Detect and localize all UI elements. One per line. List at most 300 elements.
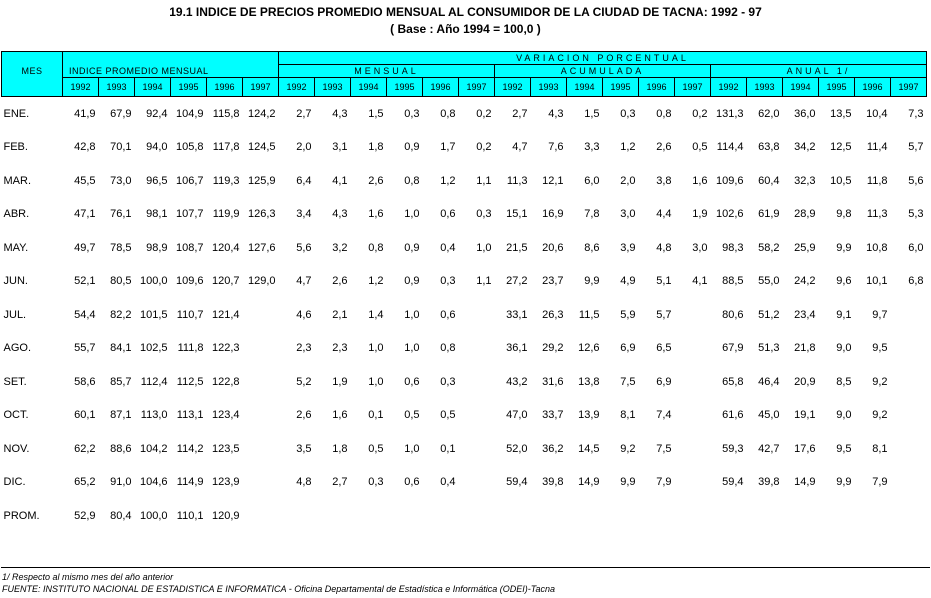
indice-cell: 113,0 [140,409,168,422]
acumulada-cell: 0,2 [692,107,708,120]
anual-cell: 11,3 [866,208,888,221]
mensual-cell: 1,0 [368,375,384,388]
anual-cell: 9,1 [836,308,852,321]
anual-cell: 109,6 [715,174,744,187]
indice-cell: 124,2 [247,107,276,120]
month-cell: JUN. [3,275,28,288]
acumulada-cell: 2,6 [656,141,672,154]
table-body [2,97,927,533]
empty-header-cell [2,78,63,97]
table-row [2,365,927,399]
indice-cell: 122,3 [211,342,240,355]
acumulada-cell [675,499,711,533]
anual-cell [891,298,927,332]
table-row [2,131,927,165]
mensual-cell: 0,9 [404,275,420,288]
mensual-cell: 1,1 [476,275,492,288]
mensual-cell: 1,6 [368,208,384,221]
mensual-cell: 0,3 [440,275,456,288]
anual-cell [891,332,927,366]
indice-cell [243,499,279,533]
mensual-cell: 0,4 [440,476,456,489]
anual-cell: 10,4 [866,107,888,120]
anual-cell: 131,3 [715,107,744,120]
anual-cell: 10,8 [866,241,888,254]
mensual-cell: 1,6 [332,409,348,422]
anual-cell: 9,5 [872,342,888,355]
acumulada-cell: 36,1 [506,342,528,355]
mensual-cell: 1,2 [440,174,456,187]
anual-cell: 114,4 [716,141,744,154]
anual-cell: 11,4 [866,141,888,154]
mensual-cell [459,499,495,533]
acumulada-cell: 7,4 [656,409,672,422]
month-cell: NOV. [3,442,30,455]
mensual-cell: 4,1 [332,174,348,187]
mensual-cell: 1,9 [332,375,348,388]
anual-cell: 67,9 [722,342,744,355]
indice-cell [243,466,279,500]
anual-cell: 59,4 [722,476,744,489]
indice-cell: 70,1 [110,141,132,154]
indice-cell: 105,8 [175,141,204,154]
anual-cell: 9,8 [836,208,852,221]
acumulada-cell: 29,2 [542,342,564,355]
acumulada-cell: 3,3 [584,141,600,154]
mensual-cell: 5,2 [296,375,312,388]
mensual-cell: 0,3 [440,375,456,388]
indice-cell: 96,5 [146,174,168,187]
table-row [2,231,927,265]
mensual-cell: 0,6 [440,208,456,221]
anual-cell [891,399,927,433]
indice-cell: 114,2 [176,442,204,455]
acumulada-cell [639,499,675,533]
mensual-cell: 0,3 [404,107,420,120]
mensual-cell: 5,6 [296,241,312,254]
mensual-cell [387,499,423,533]
acumulada-cell [675,298,711,332]
acumulada-cell: 21,5 [506,241,528,254]
year-header-cell: 1997 [675,78,711,97]
table-row [2,265,927,299]
anual-cell: 42,7 [758,442,780,455]
mes-header: MES [2,65,63,78]
acumulada-cell: 52,0 [506,442,528,455]
acumulada-cell: 33,1 [506,308,528,321]
anual-cell: 62,0 [758,107,780,120]
year-header-cell: 1996 [639,78,675,97]
mensual-cell: 0,9 [404,241,420,254]
anual-cell: 59,3 [722,442,744,455]
anual-cell: 24,2 [794,275,816,288]
acumulada-cell: 5,7 [656,308,672,321]
acumulada-cell: 1,2 [620,141,636,154]
acumulada-cell: 13,9 [578,409,600,422]
indice-cell: 102,5 [139,342,168,355]
indice-cell: 123,4 [211,409,240,422]
indice-cell: 76,1 [110,208,132,221]
mensual-cell [459,332,495,366]
indice-cell: 41,9 [74,107,96,120]
anual-cell: 98,3 [722,241,744,254]
year-header-cell: 1995 [819,78,855,97]
indice-cell: 94,0 [146,141,168,154]
footnote: 1/ Respecto al mismo mes del año anterior [2,572,174,582]
anual-cell: 19,1 [794,409,816,422]
anual-cell: 17,6 [794,442,816,455]
indice-cell: 123,5 [211,442,240,455]
price-index-table [1,51,927,533]
indice-cell: 98,9 [146,241,168,254]
indice-cell: 119,3 [212,174,240,187]
indice-cell: 104,2 [139,442,168,455]
anual-cell: 36,0 [794,107,816,120]
anual-cell: 12,5 [830,141,852,154]
anual-cell: 9,0 [836,342,852,355]
indice-cell: 58,6 [74,375,96,388]
year-header-cell: 1996 [423,78,459,97]
acumulada-cell: 9,9 [584,275,600,288]
year-header-cell: 1994 [351,78,387,97]
footer-divider [1,567,930,568]
acumulada-cell: 33,7 [542,409,564,422]
month-cell: ENE. [3,107,30,120]
anual-cell: 28,9 [794,208,816,221]
anual-cell [711,499,747,533]
year-header-cell: 1992 [711,78,747,97]
mensual-cell: 1,5 [368,107,384,120]
mensual-cell: 2,7 [332,476,348,489]
anual-cell: 61,9 [758,208,780,221]
indice-cell: 54,4 [74,308,96,321]
month-cell: MAY. [3,241,29,254]
acumulada-cell: 5,1 [656,275,672,288]
acumulada-cell [675,466,711,500]
anual-cell: 21,8 [794,342,816,355]
year-header-cell: 1993 [315,78,351,97]
acumulada-cell: 4,4 [656,208,672,221]
mensual-cell: 1,8 [332,442,348,455]
year-header-row [2,78,927,97]
anual-cell [891,499,927,533]
acumulada-cell: 5,9 [620,308,636,321]
indice-cell: 80,5 [110,275,132,288]
indice-cell: 110,7 [176,308,204,321]
indice-cell: 112,4 [140,375,168,388]
acumulada-cell: 26,3 [542,308,564,321]
acumulada-cell: 14,9 [578,476,600,489]
mensual-cell: 4,6 [296,308,312,321]
year-header-cell: 1992 [63,78,99,97]
anual-cell: 6,8 [908,275,924,288]
mensual-cell: 3,4 [296,208,312,221]
acumulada-cell: 27,2 [506,275,528,288]
year-header-cell: 1992 [495,78,531,97]
anual-cell: 8,5 [836,375,852,388]
mensual-cell: 0,6 [440,308,456,321]
year-header-cell: 1994 [783,78,819,97]
table-row [2,97,927,131]
indice-cell: 45,5 [74,174,96,187]
acumulada-cell: 6,9 [620,342,636,355]
indice-cell: 65,2 [74,476,96,489]
year-header-cell: 1996 [207,78,243,97]
indice-cell: 121,4 [211,308,240,321]
table-row [2,432,927,466]
mensual-cell: 1,0 [476,241,492,254]
acumulada-cell: 1,9 [692,208,708,221]
anual-cell: 6,0 [908,241,924,254]
acumulada-cell: 14,5 [578,442,600,455]
mensual-cell [423,499,459,533]
year-header-cell: 1995 [387,78,423,97]
page-subtitle: ( Base : Año 1994 = 100,0 ) [390,22,541,36]
mensual-cell [459,466,495,500]
anual-cell: 80,6 [722,308,744,321]
acumulada-cell [675,432,711,466]
indice-cell: 49,7 [74,241,96,254]
indice-cell: 85,7 [110,375,132,388]
acumulada-cell: 3,0 [620,208,636,221]
indice-cell: 122,8 [211,375,240,388]
indice-cell: 120,9 [211,509,240,522]
anual-cell: 7,9 [872,476,888,489]
indice-cell: 106,7 [175,174,204,187]
mensual-cell: 0,8 [404,174,420,187]
year-header-cell: 1997 [891,78,927,97]
acumulada-cell: 0,5 [692,141,708,154]
acumulada-cell: 31,6 [542,375,564,388]
acumulada-cell: 8,1 [620,409,636,422]
year-header-cell: 1994 [135,78,171,97]
indice-cell: 108,7 [175,241,204,254]
mensual-cell: 0,4 [440,241,456,254]
anual-cell: 34,2 [794,141,816,154]
year-header-cell: 1993 [747,78,783,97]
anual-cell [783,499,819,533]
acumulada-cell: 12,6 [578,342,600,355]
mensual-cell: 4,3 [332,107,348,120]
acumulada-header: ACUMULADA [495,65,711,78]
month-cell: SET. [3,375,27,388]
year-header-cell: 1995 [171,78,207,97]
mensual-cell [459,432,495,466]
acumulada-cell [675,332,711,366]
month-cell: DIC. [3,476,26,489]
acumulada-cell: 12,1 [542,174,564,187]
acumulada-cell: 2,7 [512,107,528,120]
anual-cell: 39,8 [758,476,780,489]
anual-header: ANUAL 1/ [711,65,927,78]
mensual-cell: 1,7 [440,141,456,154]
mensual-cell: 1,0 [404,208,420,221]
mensual-cell [459,399,495,433]
indice-cell: 91,0 [110,476,132,489]
year-header-cell: 1994 [567,78,603,97]
mensual-cell [459,365,495,399]
year-header-cell: 1992 [279,78,315,97]
mensual-cell: 1,8 [368,141,384,154]
acumulada-cell: 16,9 [542,208,564,221]
mensual-cell: 0,6 [404,375,420,388]
mensual-cell: 4,7 [296,275,312,288]
year-header-cell: 1997 [459,78,495,97]
acumulada-cell: 36,2 [542,442,564,455]
indice-cell: 80,4 [110,509,132,522]
indice-cell: 52,1 [74,275,96,288]
acumulada-cell: 15,1 [506,208,528,221]
indice-cell: 120,4 [211,241,240,254]
acumulada-cell: 3,8 [656,174,672,187]
mensual-cell: 1,4 [368,308,384,321]
indice-cell: 87,1 [110,409,132,422]
mensual-cell: 1,0 [404,308,420,321]
anual-cell: 14,9 [794,476,816,489]
mensual-cell: 0,1 [440,442,456,455]
indice-cell: 111,8 [177,342,204,355]
mensual-cell: 0,2 [476,107,492,120]
table-row [2,399,927,433]
mensual-cell: 0,3 [476,208,492,221]
acumulada-cell: 8,6 [584,241,600,254]
acumulada-cell: 3,9 [620,241,636,254]
anual-cell: 32,3 [794,174,816,187]
indice-cell: 47,1 [74,208,96,221]
month-cell: ABR. [3,208,30,221]
anual-cell: 9,2 [872,409,888,422]
indice-cell: 125,9 [247,174,276,187]
indice-cell: 129,0 [247,275,276,288]
acumulada-cell [603,499,639,533]
year-header-cell: 1995 [603,78,639,97]
anual-cell: 55,0 [758,275,780,288]
acumulada-cell: 9,2 [620,442,636,455]
month-cell: MAR. [3,174,31,187]
anual-cell: 60,4 [758,174,780,187]
anual-cell: 9,7 [872,308,888,321]
month-cell: PROM. [3,509,40,522]
anual-cell: 9,0 [836,409,852,422]
acumulada-cell: 9,9 [620,476,636,489]
indice-cell: 98,1 [146,208,168,221]
indice-cell: 100,0 [139,275,168,288]
anual-cell: 88,5 [722,275,744,288]
acumulada-cell: 7,6 [548,141,564,154]
acumulada-cell: 4,8 [656,241,672,254]
mensual-cell: 4,8 [296,476,312,489]
mensual-cell: 0,8 [440,342,456,355]
anual-cell [891,466,927,500]
indice-cell: 55,7 [74,342,96,355]
acumulada-cell: 23,7 [542,275,564,288]
indice-cell: 113,1 [176,409,204,422]
acumulada-cell: 47,0 [506,409,528,422]
acumulada-cell: 7,9 [656,476,672,489]
mensual-cell: 2,6 [368,174,384,187]
table-row [2,332,927,366]
acumulada-cell: 4,7 [512,141,528,154]
mensual-cell: 2,1 [332,308,348,321]
mensual-cell: 0,5 [368,442,384,455]
mensual-cell: 2,3 [332,342,348,355]
anual-cell [819,499,855,533]
indice-cell: 119,9 [212,208,240,221]
acumulada-cell [675,399,711,433]
anual-cell [747,499,783,533]
mensual-cell [459,298,495,332]
year-header-cell: 1997 [243,78,279,97]
anual-cell: 5,6 [908,174,924,187]
indice-cell: 101,5 [139,308,168,321]
anual-cell: 8,1 [872,442,888,455]
acumulada-cell: 39,8 [542,476,564,489]
mensual-cell: 1,0 [368,342,384,355]
indice-cell: 100,0 [139,509,168,522]
anual-cell: 45,0 [758,409,780,422]
acumulada-cell: 6,5 [656,342,672,355]
indice-cell: 92,4 [146,107,168,120]
mensual-cell: 0,5 [404,409,420,422]
acumulada-cell: 20,6 [542,241,564,254]
indice-cell: 120,7 [211,275,240,288]
anual-cell: 7,3 [908,107,924,120]
anual-cell: 25,9 [794,241,816,254]
indice-cell: 78,5 [110,241,132,254]
mensual-cell: 0,8 [440,107,456,120]
month-cell: JUL. [3,308,27,321]
anual-cell: 9,2 [872,375,888,388]
anual-cell: 58,2 [758,241,780,254]
indice-cell: 112,5 [176,375,204,388]
acumulada-cell: 6,0 [584,174,600,187]
anual-cell: 63,8 [758,141,780,154]
anual-cell: 10,5 [830,174,852,187]
mensual-cell: 1,1 [476,174,492,187]
acumulada-cell: 0,8 [656,107,672,120]
anual-cell: 46,4 [758,375,780,388]
indice-cell: 126,3 [247,208,276,221]
indice-cell: 84,1 [110,342,132,355]
indice-cell: 127,6 [247,241,276,254]
indice-cell: 52,9 [74,509,96,522]
acumulada-cell: 11,5 [578,308,600,321]
anual-cell: 5,3 [908,208,924,221]
acumulada-cell: 43,2 [506,375,528,388]
anual-cell: 102,6 [715,208,744,221]
mensual-cell: 0,9 [404,141,420,154]
mensual-cell: 0,3 [368,476,384,489]
mensual-cell: 2,0 [296,141,312,154]
indice-cell: 114,9 [176,476,204,489]
month-cell: OCT. [3,409,29,422]
anual-cell: 9,6 [836,275,852,288]
indice-cell: 82,2 [110,308,132,321]
acumulada-cell: 7,5 [620,375,636,388]
mensual-cell: 2,7 [296,107,312,120]
mensual-cell [279,499,315,533]
variacion-header: VARIACION PORCENTUAL [279,52,927,65]
acumulada-cell: 13,8 [578,375,600,388]
anual-cell: 51,3 [758,342,780,355]
mensual-header: MENSUAL [279,65,495,78]
indice-cell [243,432,279,466]
indice-cell: 104,6 [139,476,168,489]
indice-cell: 110,1 [176,509,204,522]
acumulada-cell: 0,3 [620,107,636,120]
mensual-cell: 0,1 [368,409,384,422]
mensual-cell: 3,2 [332,241,348,254]
